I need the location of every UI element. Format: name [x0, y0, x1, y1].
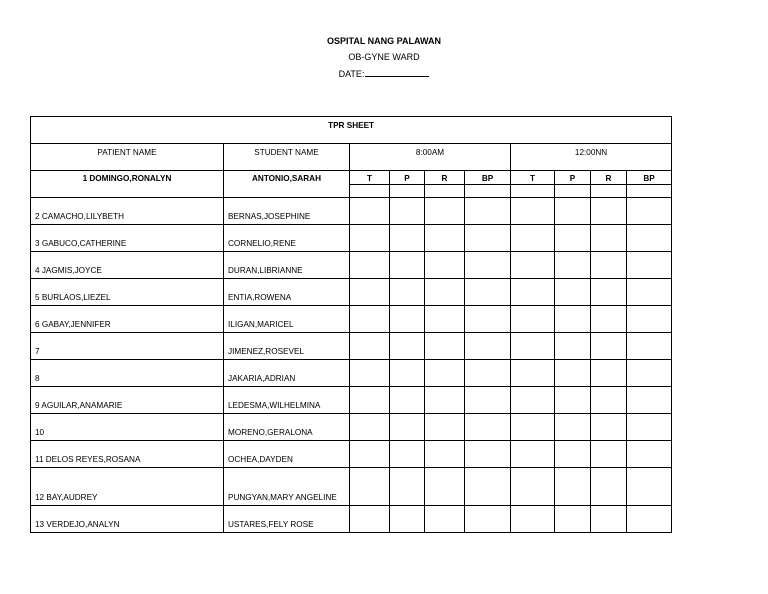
hospital-name: OSPITAL NANG PALAWAN: [326, 36, 441, 46]
vital-entry-cell[interactable]: [555, 360, 591, 387]
student-name-cell: ENTIA,ROWENA: [224, 279, 350, 306]
tpr-table: [30, 116, 672, 533]
ward-name: OB-GYNE WARD: [348, 52, 420, 62]
table-row: [31, 333, 672, 360]
vital-header-p: P: [390, 171, 425, 185]
vital-entry-cell[interactable]: [627, 387, 672, 414]
vital-entry-cell[interactable]: [511, 414, 555, 441]
vital-entry-cell[interactable]: [511, 279, 555, 306]
vital-entry-cell[interactable]: [350, 506, 390, 533]
table-row: [31, 468, 672, 506]
patient-name-cell: 13 VERDEJO,ANALYN: [31, 506, 224, 533]
vital-entry-cell[interactable]: [591, 468, 627, 506]
vital-entry-cell[interactable]: [425, 468, 465, 506]
vital-entry-cell[interactable]: [555, 414, 591, 441]
vital-entry-cell[interactable]: [627, 225, 672, 252]
student-name-cell: ANTONIO,SARAH: [224, 171, 350, 198]
patient-name-cell: 11 DELOS REYES,ROSANA: [31, 441, 224, 468]
vital-entry-cell[interactable]: [350, 198, 390, 225]
vital-entry-cell[interactable]: [627, 333, 672, 360]
tpr-sheet-title: TPR SHEET: [31, 117, 672, 144]
vital-entry-cell[interactable]: [425, 360, 465, 387]
vital-entry-cell[interactable]: [555, 198, 591, 225]
student-name-cell: PUNGYAN,MARY ANGELINE: [224, 468, 350, 506]
vitals-subheader-row: [31, 171, 672, 185]
vital-entry-cell[interactable]: [555, 333, 591, 360]
patient-name-cell: 9 AGUILAR,ANAMARIE: [31, 387, 224, 414]
vital-entry-cell[interactable]: [591, 414, 627, 441]
vital-entry-cell[interactable]: [465, 506, 511, 533]
vital-entry-cell[interactable]: [425, 441, 465, 468]
vital-header-t: T: [350, 171, 390, 185]
vital-entry-cell[interactable]: [627, 441, 672, 468]
vital-entry-cell[interactable]: [465, 198, 511, 225]
time-header-12nn: 12:00NN: [511, 144, 672, 171]
patient-name-header: PATIENT NAME: [31, 144, 224, 171]
vital-entry-cell[interactable]: [465, 306, 511, 333]
vital-entry-cell[interactable]: [350, 441, 390, 468]
vital-entry-cell[interactable]: [511, 506, 555, 533]
vital-entry-cell[interactable]: [465, 468, 511, 506]
vital-entry-cell[interactable]: [425, 306, 465, 333]
student-name-cell: JAKARIA,ADRIAN: [224, 360, 350, 387]
table-row: [31, 279, 672, 306]
vital-entry-cell[interactable]: [555, 279, 591, 306]
patient-name-cell: 1 DOMINGO,RONALYN: [31, 171, 224, 198]
table-row: [31, 360, 672, 387]
vital-entry-cell[interactable]: [465, 360, 511, 387]
student-name-header: STUDENT NAME: [224, 144, 350, 171]
vital-entry-cell[interactable]: [511, 225, 555, 252]
vital-entry-cell[interactable]: [465, 185, 511, 198]
table-row: [31, 252, 672, 279]
student-name-cell: USTARES,FELY ROSE: [224, 506, 350, 533]
vital-entry-cell[interactable]: [390, 225, 425, 252]
vital-entry-cell[interactable]: [350, 306, 390, 333]
vital-entry-cell[interactable]: [390, 360, 425, 387]
vital-entry-cell[interactable]: [627, 252, 672, 279]
vital-entry-cell[interactable]: [591, 225, 627, 252]
vital-entry-cell[interactable]: [425, 279, 465, 306]
student-name-cell: BERNAS,JOSEPHINE: [224, 198, 350, 225]
vital-header-r: R: [591, 171, 627, 185]
vital-header-p: P: [555, 171, 591, 185]
vital-entry-cell[interactable]: [425, 414, 465, 441]
vital-entry-cell[interactable]: [390, 506, 425, 533]
vital-header-t: T: [511, 171, 555, 185]
vital-entry-cell[interactable]: [511, 468, 555, 506]
vital-entry-cell[interactable]: [350, 414, 390, 441]
vital-entry-cell[interactable]: [555, 252, 591, 279]
vital-entry-cell[interactable]: [511, 360, 555, 387]
vital-entry-cell[interactable]: [627, 414, 672, 441]
vital-entry-cell[interactable]: [465, 225, 511, 252]
vital-entry-cell[interactable]: [555, 306, 591, 333]
vital-entry-cell[interactable]: [390, 279, 425, 306]
vital-entry-cell[interactable]: [390, 441, 425, 468]
vital-entry-cell[interactable]: [465, 414, 511, 441]
vital-entry-cell[interactable]: [465, 333, 511, 360]
patient-name-cell: 3 GABUCO,CATHERINE: [31, 225, 224, 252]
table-row: [31, 387, 672, 414]
date-field: [0, 67, 768, 79]
table-row: [31, 414, 672, 441]
vital-header-r: R: [425, 171, 465, 185]
vital-entry-cell[interactable]: [555, 468, 591, 506]
vital-entry-cell[interactable]: [591, 387, 627, 414]
vital-entry-cell[interactable]: [350, 185, 390, 198]
vital-entry-cell[interactable]: [350, 360, 390, 387]
vital-entry-cell[interactable]: [350, 333, 390, 360]
vital-entry-cell[interactable]: [627, 279, 672, 306]
student-name-cell: MORENO,GERALONA: [224, 414, 350, 441]
vital-entry-cell[interactable]: [591, 360, 627, 387]
patient-name-cell: 4 JAGMIS,JOYCE: [31, 252, 224, 279]
vital-entry-cell[interactable]: [425, 387, 465, 414]
vital-entry-cell[interactable]: [627, 306, 672, 333]
date-blank-line[interactable]: [365, 67, 429, 77]
vital-entry-cell[interactable]: [425, 225, 465, 252]
student-name-cell: OCHEA,DAYDEN: [224, 441, 350, 468]
vital-entry-cell[interactable]: [555, 387, 591, 414]
vital-entry-cell[interactable]: [591, 185, 627, 198]
vital-entry-cell[interactable]: [465, 387, 511, 414]
patient-name-cell: 8: [31, 360, 224, 387]
vital-entry-cell[interactable]: [390, 387, 425, 414]
table-row: [31, 225, 672, 252]
student-name-cell: ILIGAN,MARICEL: [224, 306, 350, 333]
patient-name-cell: 5 BURLAOS,LIEZEL: [31, 279, 224, 306]
table-row: [31, 198, 672, 225]
student-name-cell: CORNELIO,RENE: [224, 225, 350, 252]
vital-entry-cell[interactable]: [591, 306, 627, 333]
vital-entry-cell[interactable]: [511, 198, 555, 225]
vital-entry-cell[interactable]: [555, 441, 591, 468]
vital-entry-cell[interactable]: [511, 306, 555, 333]
patient-name-cell: 12 BAY,AUDREY: [31, 468, 224, 506]
vital-entry-cell[interactable]: [555, 225, 591, 252]
student-name-cell: JIMENEZ,ROSEVEL: [224, 333, 350, 360]
vital-entry-cell[interactable]: [627, 198, 672, 225]
patient-name-cell: 2 CAMACHO,LILYBETH: [31, 198, 224, 225]
vital-entry-cell[interactable]: [627, 468, 672, 506]
vital-entry-cell[interactable]: [425, 333, 465, 360]
patient-name-cell: 7: [31, 333, 224, 360]
vital-entry-cell[interactable]: [511, 185, 555, 198]
vital-entry-cell[interactable]: [591, 198, 627, 225]
vital-entry-cell[interactable]: [465, 252, 511, 279]
time-header-8am: 8:00AM: [350, 144, 511, 171]
vital-entry-cell[interactable]: [511, 252, 555, 279]
student-name-cell: LEDESMA,WILHELMINA: [224, 387, 350, 414]
vital-entry-cell[interactable]: [591, 252, 627, 279]
vital-entry-cell[interactable]: [390, 252, 425, 279]
vital-entry-cell[interactable]: [555, 506, 591, 533]
vital-entry-cell[interactable]: [390, 306, 425, 333]
vital-entry-cell[interactable]: [511, 387, 555, 414]
date-label: DATE:: [338, 69, 365, 79]
vital-entry-cell[interactable]: [350, 279, 390, 306]
vital-entry-cell[interactable]: [591, 506, 627, 533]
table-row: [31, 506, 672, 533]
table-row: [31, 441, 672, 468]
student-name-cell: DURAN,LIBRIANNE: [224, 252, 350, 279]
patient-name-cell: 10: [31, 414, 224, 441]
vital-entry-cell[interactable]: [390, 333, 425, 360]
vital-entry-cell[interactable]: [350, 387, 390, 414]
vital-entry-cell[interactable]: [425, 252, 465, 279]
vital-entry-cell[interactable]: [350, 252, 390, 279]
vital-entry-cell[interactable]: [425, 185, 465, 198]
vital-entry-cell[interactable]: [390, 198, 425, 225]
vital-entry-cell[interactable]: [390, 414, 425, 441]
patient-name-cell: 6 GABAY,JENNIFER: [31, 306, 224, 333]
vital-entry-cell[interactable]: [627, 185, 672, 198]
vital-entry-cell[interactable]: [425, 198, 465, 225]
vital-entry-cell[interactable]: [555, 185, 591, 198]
vital-entry-cell[interactable]: [511, 441, 555, 468]
vital-entry-cell[interactable]: [465, 441, 511, 468]
vital-entry-cell[interactable]: [350, 225, 390, 252]
vital-entry-cell[interactable]: [591, 279, 627, 306]
vital-entry-cell[interactable]: [591, 441, 627, 468]
vital-entry-cell[interactable]: [627, 360, 672, 387]
vital-header-bp: BP: [465, 171, 511, 185]
vital-header-bp: BP: [627, 171, 672, 185]
vital-entry-cell[interactable]: [390, 185, 425, 198]
vital-entry-cell[interactable]: [390, 468, 425, 506]
vital-entry-cell[interactable]: [591, 333, 627, 360]
vital-entry-cell[interactable]: [511, 333, 555, 360]
vital-entry-cell[interactable]: [627, 506, 672, 533]
vital-entry-cell[interactable]: [465, 279, 511, 306]
vital-entry-cell[interactable]: [350, 468, 390, 506]
table-row: [31, 306, 672, 333]
vital-entry-cell[interactable]: [425, 506, 465, 533]
